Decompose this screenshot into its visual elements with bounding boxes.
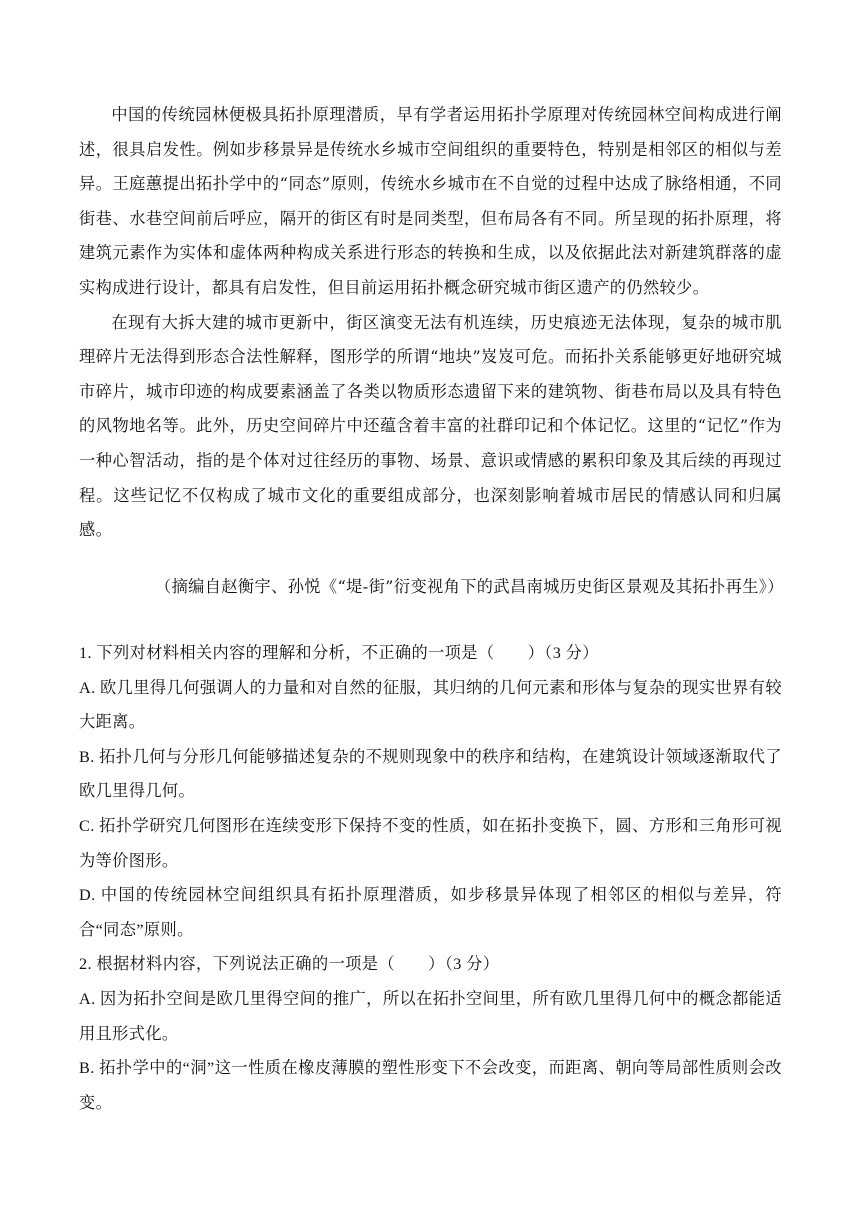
- passage-paragraph-1: 中国的传统园林便极具拓扑原理潜质，早有学者运用拓扑学原理对传统园林空间构成进行阐述，很具启发性。例如步移景异是传统水乡城市空间组织的重要特色，特别是相邻区的相似与差异。王庭蕙提出拓扑学中的“同态”原则，传统水乡城市在不自觉的过程中达成了脉络相通，不同街巷、水巷空间前后呼应，隔开的街区有时是同类型，但布局各有不同。所呈现的拓扑原理，将建筑元素作为实体和虚体两种构成关系进行形态的转换和生成，以及依据此法对新建筑群落的虚实构成进行设计，都具有启发性，但目前运用拓扑概念研究城市街区遗产的仍然较少。: [79, 105, 782, 297]
- question-1-option-c: C. 拓扑学研究几何图形在连续变形下保持不变的性质，如在拓扑变换下，圆、方形和三角形可视为等价图形。: [79, 816, 782, 870]
- question-1-stem: 1. 下列对材料相关内容的理解和分析，不正确的一项是（ ）（3 分）: [79, 644, 599, 662]
- question-2-stem: 2. 根据材料内容，下列说法正确的一项是（ ）（3 分）: [79, 955, 500, 974]
- questions-section: [79, 636, 782, 1120]
- question-2-option-b: B. 拓扑学中的“洞”这一性质在橡皮薄膜的塑性形变下不会改变，而距离、朝向等局部性质则会改变。: [79, 1059, 782, 1112]
- question-1-option-b: B. 拓扑几何与分形几何能够描述复杂的不规则现象中的秩序和结构，在建筑设计领域逐渐取代了欧几里得几何。: [79, 747, 782, 801]
- question-1-option-a: A. 欧几里得几何强调人的力量和对自然的征服，其归纳的几何元素和形体与复杂的现实世界有较大距离。: [79, 678, 782, 732]
- passage-source: （摘编自赵衡宇、孙悦《“堤-街”衍变视角下的武昌南城历史街区景观及其拓扑再生》）: [155, 577, 784, 596]
- reading-passage: [79, 98, 782, 548]
- question-2-option-a: A. 因为拓扑空间是欧几里得空间的推广，所以在拓扑空间里，所有欧几里得几何中的概念都能适用且形式化。: [79, 989, 782, 1043]
- passage-paragraph-2: 在现有大拆大建的城市更新中，街区演变无法有机连续，历史痕迹无法体现，复杂的城市肌理碎片无法得到形态合法性解释，图形学的所谓“地块”岌岌可危。而拓扑关系能够更好地研究城市碎片，城市印迹的构成要素涵盖了各类以物质形态遗留下来的建筑物、街巷布局以及具有特色的风物地名等。此外，历史空间碎片中还蕴含着丰富的社群印记和个体记忆。这里的“记忆”作为一种心智活动，指的是个体对过往经历的事物、场景、意识或情感的累积印象及其后续的再现过程。这些记忆不仅构成了城市文化的重要组成部分，也深刻影响着城市居民的情感认同和归属感。: [79, 312, 782, 540]
- question-1-option-d: D. 中国的传统园林空间组织具有拓扑原理潜质，如步移景异体现了相邻区的相似与差异，符合“同态”原则。: [79, 886, 782, 939]
